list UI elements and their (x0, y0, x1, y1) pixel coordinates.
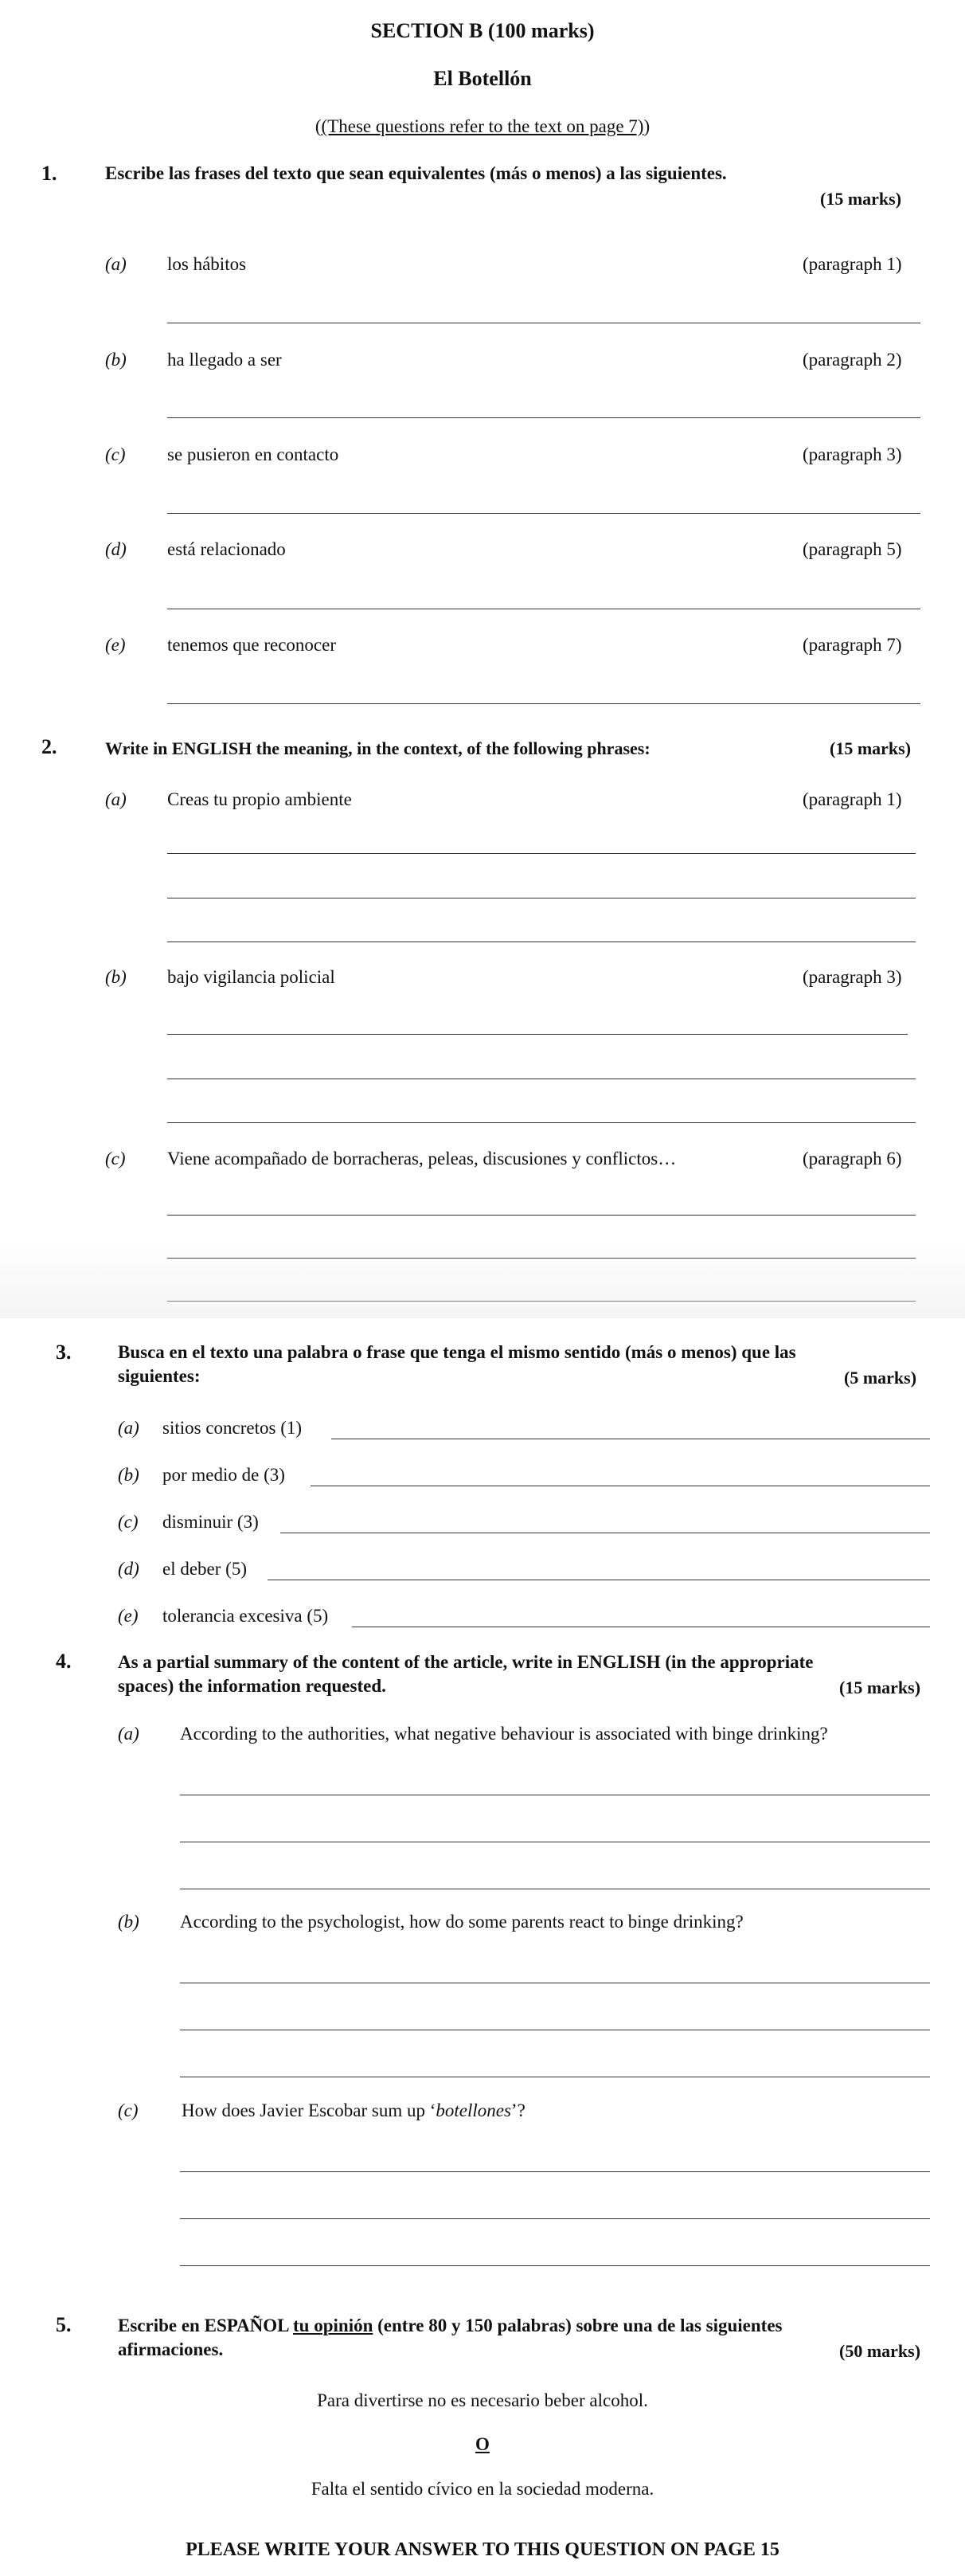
q4-item-letter: (c) (118, 2100, 139, 2120)
q4-marks: (15 marks) (839, 1678, 921, 1697)
text-title: El Botellón (433, 67, 532, 90)
page-reference-note-text: (These questions refer to the text on page 7) (321, 116, 644, 136)
q3-item-text: sitios concretos (1) (162, 1418, 303, 1438)
q4-instruction-line2: spaces) the information requested. (118, 1676, 386, 1696)
q2-item-text: bajo vigilancia policial (167, 967, 335, 987)
q1-item-ref: (paragraph 1) (803, 254, 902, 274)
q5-instruction-underlined: tu opinión (293, 2316, 373, 2335)
answer-line[interactable] (167, 1034, 908, 1035)
q2-item-text: Viene acompañado de borracheras, peleas, discusiones y conflictos… (167, 1149, 677, 1169)
q4-item-text-italic: botellones (436, 2100, 511, 2120)
q5-instruction-line1 (118, 2316, 783, 2336)
q4-item-text (182, 2100, 525, 2121)
q1-instruction: Escribe las frases del texto que sean equivalentes (más o menos) a las siguientes. (105, 163, 727, 183)
q2-instruction: Write in ENGLISH the meaning, in the context, of the following phrases: (105, 738, 650, 758)
q1-item-ref: (paragraph 2) (803, 350, 902, 370)
q4-item-text-before: How does Javier Escobar sum up ‘ (182, 2100, 436, 2120)
q2-item-ref: (paragraph 6) (803, 1149, 902, 1169)
q1-item-text: está relacionado (167, 539, 286, 559)
page-reference-note: ((These questions refer to the text on page 7)) (315, 116, 650, 136)
q1-item-text: tenemos que reconocer (167, 635, 337, 655)
q5-marks: (50 marks) (839, 2341, 921, 2361)
q2-item-letter: (a) (105, 789, 127, 809)
q5-number: 5. (56, 2313, 72, 2336)
answer-line[interactable] (167, 513, 920, 514)
essay-option-1: Para divertirse no es necesario beber alcohol. (317, 2390, 648, 2410)
section-title: SECTION B (100 marks) (370, 19, 595, 42)
answer-line[interactable] (167, 417, 920, 418)
answer-line[interactable] (180, 2171, 930, 2172)
q2-item-letter: (b) (105, 967, 127, 987)
q1-item-ref: (paragraph 7) (803, 635, 902, 655)
answer-line[interactable] (167, 853, 916, 854)
q3-item-letter: (e) (118, 1606, 139, 1626)
q3-item-letter: (c) (118, 1512, 139, 1532)
q3-item-letter: (b) (118, 1465, 139, 1485)
q3-item-text: el deber (5) (162, 1559, 247, 1579)
q4-item-text: According to the authorities, what negative behaviour is associated with binge drinking? (180, 1724, 828, 1744)
q1-item-ref: (paragraph 5) (803, 539, 902, 559)
q3-item-letter: (a) (118, 1418, 139, 1438)
answer-line[interactable] (180, 2218, 930, 2219)
q1-item-text: ha llegado a ser (167, 350, 282, 370)
answer-line[interactable] (167, 1215, 916, 1216)
q3-number: 3. (56, 1341, 72, 1364)
q1-item-ref: (paragraph 3) (803, 444, 902, 464)
q1-item-letter: (c) (105, 444, 126, 464)
q1-item-letter: (b) (105, 350, 127, 370)
essay-or-separator: O (475, 2434, 490, 2454)
answer-line[interactable] (167, 703, 920, 704)
q3-instruction-line1: Busca en el texto una palabra o frase que tenga el mismo sentido (más o menos) que las (118, 1342, 796, 1362)
answer-page-instruction: PLEASE WRITE YOUR ANSWER TO THIS QUESTION ON PAGE 15 (186, 2539, 779, 2560)
q3-item-text: tolerancia excesiva (5) (162, 1606, 329, 1626)
essay-option-2: Falta el sentido cívico en la sociedad moderna. (311, 2479, 654, 2499)
answer-line[interactable] (167, 1122, 916, 1123)
q4-item-text-after: ’? (510, 2100, 525, 2120)
q1-number: 1. (41, 162, 57, 185)
q3-item-letter: (d) (118, 1559, 139, 1579)
q5-instruction-after: (entre 80 y 150 palabras) sobre una de las siguientes (373, 2316, 783, 2335)
q2-item-text: Creas tu propio ambiente (167, 789, 352, 809)
q1-item-letter: (d) (105, 539, 127, 559)
q1-item-letter: (a) (105, 254, 127, 274)
answer-line[interactable] (180, 2265, 930, 2266)
q2-item-letter: (c) (105, 1149, 126, 1169)
second-page (0, 1318, 965, 2576)
q2-marks: (15 marks) (830, 738, 912, 758)
q2-item-ref: (paragraph 3) (803, 967, 902, 987)
q5-instruction-before: Escribe en ESPAÑOL (118, 2316, 294, 2335)
q3-marks: (5 marks) (844, 1368, 917, 1388)
q1-item-text: se pusieron en contacto (167, 444, 339, 464)
q2-item-ref: (paragraph 1) (803, 789, 902, 809)
q1-item-letter: (e) (105, 635, 126, 655)
q4-number: 4. (56, 1650, 72, 1673)
q4-item-letter: (a) (118, 1724, 139, 1744)
q3-item-text: por medio de (3) (162, 1465, 285, 1485)
q3-instruction-line2: siguientes: (118, 1366, 201, 1386)
q1-item-text: los hábitos (167, 254, 247, 274)
page-edge-shadow (0, 1239, 965, 1318)
q5-instruction-line2: afirmaciones. (118, 2339, 224, 2359)
q2-number: 2. (41, 735, 57, 758)
q3-item-text: disminuir (3) (162, 1512, 259, 1532)
q1-marks: (15 marks) (820, 189, 902, 209)
q4-instruction-line1: As a partial summary of the content of the article, write in ENGLISH (in the appropriate (118, 1652, 814, 1672)
q4-item-text: According to the psychologist, how do some parents react to binge drinking? (180, 1912, 744, 1932)
q4-item-letter: (b) (118, 1912, 139, 1932)
